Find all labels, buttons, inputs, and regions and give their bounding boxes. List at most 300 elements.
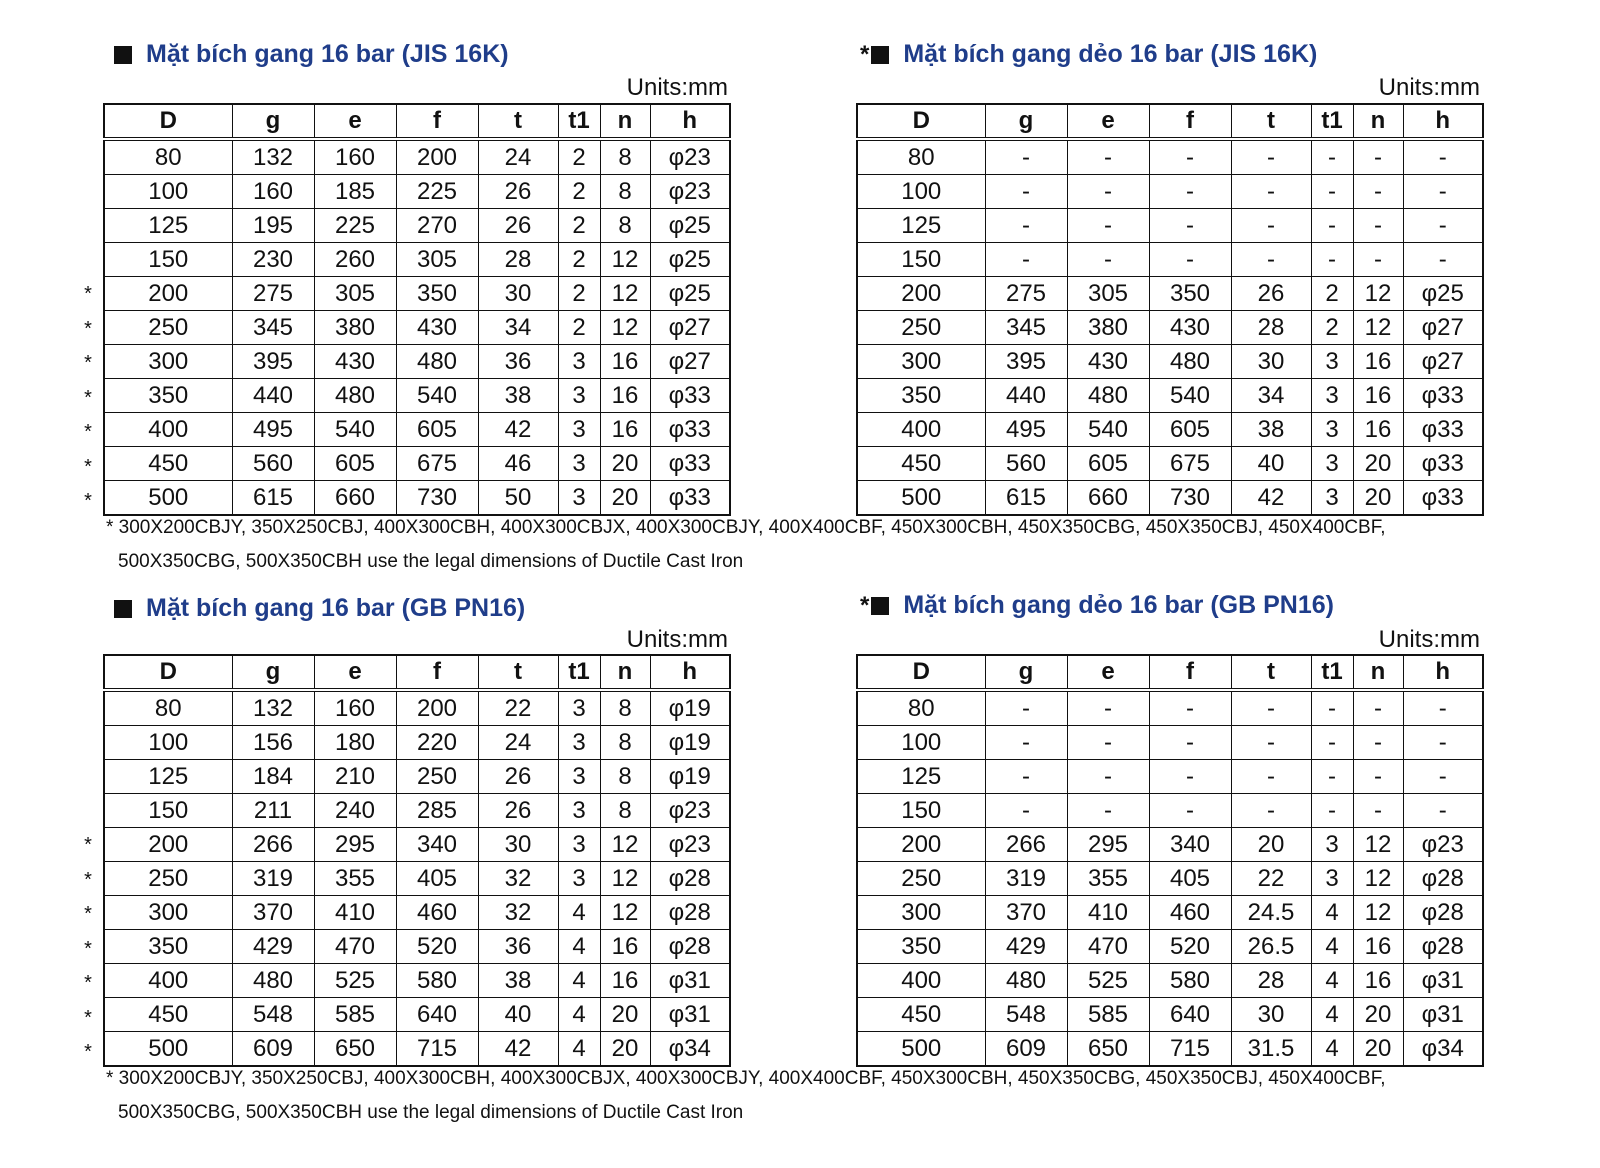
cell-n: 12 xyxy=(600,828,650,862)
footnote-line-1: * 300X200CBJY, 350X250CBJ, 400X300CBH, 400X300CBJX, 400X300CBJY, 400X400CBF, 450X300CBH, 450X350CBG, 450X350CBJ, 450X400CBF, xyxy=(106,1068,1386,1089)
column-header: g xyxy=(985,104,1067,139)
table-row xyxy=(857,311,1483,345)
cell-e: 470 xyxy=(314,930,396,964)
title-star-marker: * xyxy=(860,591,870,619)
cell-f: 340 xyxy=(396,828,478,862)
units-label: Units:mm xyxy=(626,74,728,101)
cell-h: - xyxy=(1403,175,1483,209)
cell-e: - xyxy=(1067,209,1149,243)
cell-h: φ31 xyxy=(650,964,730,998)
column-header: t xyxy=(478,655,558,690)
cell-h: - xyxy=(1403,139,1483,175)
table-row xyxy=(857,139,1483,175)
cell-e: 260 xyxy=(314,243,396,277)
cell-h: φ27 xyxy=(650,345,730,379)
cell-n: - xyxy=(1353,139,1403,175)
cell-g: 440 xyxy=(985,379,1067,413)
cell-f: - xyxy=(1149,209,1231,243)
column-header: g xyxy=(232,655,314,690)
cell-g: 560 xyxy=(232,447,314,481)
cell-d: 80 xyxy=(857,139,985,175)
cell-h: φ33 xyxy=(650,413,730,447)
cell-f: - xyxy=(1149,175,1231,209)
cell-d: 500 xyxy=(857,1032,985,1067)
cell-n: - xyxy=(1353,209,1403,243)
table-row xyxy=(857,794,1483,828)
row-star: * xyxy=(84,386,92,409)
cell-t1: 3 xyxy=(558,345,600,379)
cell-g: 548 xyxy=(232,998,314,1032)
cell-g: 480 xyxy=(985,964,1067,998)
cell-t1: 3 xyxy=(1311,828,1353,862)
cell-t1: 3 xyxy=(558,379,600,413)
cell-t: - xyxy=(1231,139,1311,175)
cell-h: φ33 xyxy=(650,481,730,516)
table-row xyxy=(104,862,730,896)
table-row xyxy=(104,726,730,760)
table-row xyxy=(857,447,1483,481)
cell-d: 350 xyxy=(857,379,985,413)
table-row xyxy=(857,726,1483,760)
cell-g: 319 xyxy=(985,862,1067,896)
cell-g: 395 xyxy=(985,345,1067,379)
cell-f: 540 xyxy=(396,379,478,413)
cell-t1: - xyxy=(1311,726,1353,760)
table-row xyxy=(857,345,1483,379)
cell-h: φ33 xyxy=(1403,481,1483,516)
cell-t1: 2 xyxy=(558,209,600,243)
cell-f: 480 xyxy=(1149,345,1231,379)
cell-e: 380 xyxy=(1067,311,1149,345)
cell-h: - xyxy=(1403,726,1483,760)
cell-g: - xyxy=(985,209,1067,243)
cell-n: 12 xyxy=(600,243,650,277)
cell-g: 440 xyxy=(232,379,314,413)
cell-g: 480 xyxy=(232,964,314,998)
row-star: * xyxy=(84,1041,92,1063)
cell-t1: 3 xyxy=(558,828,600,862)
table-row xyxy=(857,175,1483,209)
cell-n: - xyxy=(1353,760,1403,794)
row-star: * xyxy=(84,455,92,478)
cell-e: 605 xyxy=(1067,447,1149,481)
row-star xyxy=(78,139,98,174)
cell-t: 40 xyxy=(478,998,558,1032)
footnote xyxy=(106,511,1546,579)
cell-n: 12 xyxy=(600,311,650,345)
cell-h: φ28 xyxy=(1403,930,1483,964)
cell-d: 300 xyxy=(857,896,985,930)
cell-g: 429 xyxy=(232,930,314,964)
cell-e: 585 xyxy=(1067,998,1149,1032)
cell-n: - xyxy=(1353,175,1403,209)
cell-f: 460 xyxy=(396,896,478,930)
section-title xyxy=(114,594,525,623)
cell-d: 125 xyxy=(104,760,232,794)
cell-h: φ31 xyxy=(650,998,730,1032)
cell-t1: 3 xyxy=(1311,447,1353,481)
cell-n: 20 xyxy=(600,1032,650,1067)
cell-t1: 2 xyxy=(558,277,600,311)
cell-n: 12 xyxy=(1353,277,1403,311)
cell-e: 240 xyxy=(314,794,396,828)
table-row xyxy=(857,1032,1483,1067)
cell-t1: 2 xyxy=(1311,277,1353,311)
cell-t1: - xyxy=(1311,175,1353,209)
row-star-markers xyxy=(78,690,98,1070)
header-row xyxy=(857,655,1483,690)
column-header: e xyxy=(314,655,396,690)
cell-t: - xyxy=(1231,794,1311,828)
cell-d: 125 xyxy=(104,209,232,243)
cell-t1: 4 xyxy=(1311,930,1353,964)
cell-d: 250 xyxy=(857,862,985,896)
cell-e: 540 xyxy=(1067,413,1149,447)
cell-g: 319 xyxy=(232,862,314,896)
cell-t: - xyxy=(1231,243,1311,277)
cell-h: φ34 xyxy=(650,1032,730,1067)
cell-d: 100 xyxy=(104,726,232,760)
cell-g: 156 xyxy=(232,726,314,760)
cell-f: 640 xyxy=(396,998,478,1032)
cell-t: 36 xyxy=(478,930,558,964)
cell-d: 450 xyxy=(857,447,985,481)
column-header: t1 xyxy=(1311,655,1353,690)
cell-g: 184 xyxy=(232,760,314,794)
column-header: g xyxy=(232,104,314,139)
cell-d: 300 xyxy=(857,345,985,379)
cell-t1: 3 xyxy=(558,690,600,726)
cell-e: 295 xyxy=(314,828,396,862)
cell-h: - xyxy=(1403,760,1483,794)
cell-e: 210 xyxy=(314,760,396,794)
cell-g: 211 xyxy=(232,794,314,828)
row-star xyxy=(78,208,98,243)
cell-n: - xyxy=(1353,243,1403,277)
cell-t1: 3 xyxy=(1311,379,1353,413)
table-row xyxy=(104,964,730,998)
cell-h: - xyxy=(1403,243,1483,277)
cell-h: φ28 xyxy=(650,930,730,964)
cell-e: 605 xyxy=(314,447,396,481)
cell-t1: 3 xyxy=(558,794,600,828)
cell-n: 12 xyxy=(600,277,650,311)
cell-n: 12 xyxy=(1353,828,1403,862)
column-header: n xyxy=(600,655,650,690)
cell-n: 16 xyxy=(1353,930,1403,964)
square-bullet-icon xyxy=(871,46,889,64)
cell-g: 160 xyxy=(232,175,314,209)
footnote-line-1: * 300X200CBJY, 350X250CBJ, 400X300CBH, 400X300CBJX, 400X300CBJY, 400X400CBF, 450X300CBH, 450X350CBG, 450X350CBJ, 450X400CBF, xyxy=(106,517,1386,538)
cell-f: 460 xyxy=(1149,896,1231,930)
cell-e: 650 xyxy=(1067,1032,1149,1067)
cell-t: 26 xyxy=(478,760,558,794)
cell-t1: 3 xyxy=(1311,481,1353,516)
section-title-text: Mặt bích gang 16 bar (GB PN16) xyxy=(146,594,526,622)
cell-t: 32 xyxy=(478,896,558,930)
cell-d: 200 xyxy=(857,828,985,862)
table-row xyxy=(857,828,1483,862)
cell-f: 340 xyxy=(1149,828,1231,862)
cell-e: 540 xyxy=(314,413,396,447)
cell-n: 16 xyxy=(1353,345,1403,379)
cell-f: 200 xyxy=(396,139,478,175)
table-row xyxy=(104,139,730,175)
cell-n: 8 xyxy=(600,690,650,726)
cell-h: φ25 xyxy=(650,243,730,277)
cell-g: 370 xyxy=(985,896,1067,930)
cell-t: 24 xyxy=(478,139,558,175)
column-header: t xyxy=(478,104,558,139)
cell-d: 200 xyxy=(857,277,985,311)
cell-d: 350 xyxy=(857,930,985,964)
cell-f: 285 xyxy=(396,794,478,828)
cell-g: - xyxy=(985,760,1067,794)
column-header: h xyxy=(650,104,730,139)
cell-d: 80 xyxy=(104,139,232,175)
column-header: e xyxy=(1067,104,1149,139)
cell-g: - xyxy=(985,794,1067,828)
cell-e: - xyxy=(1067,175,1149,209)
footnote-line-2: 500X350CBG, 500X350CBH use the legal dimensions of Ductile Cast Iron xyxy=(118,1102,744,1123)
cell-e: 470 xyxy=(1067,930,1149,964)
cell-f: 250 xyxy=(396,760,478,794)
cell-e: 185 xyxy=(314,175,396,209)
cell-h: - xyxy=(1403,794,1483,828)
cell-d: 250 xyxy=(104,862,232,896)
cell-h: φ33 xyxy=(1403,447,1483,481)
table-row xyxy=(104,481,730,516)
cell-h: φ27 xyxy=(650,311,730,345)
column-header: h xyxy=(1403,104,1483,139)
cell-h: φ28 xyxy=(1403,862,1483,896)
row-star-markers xyxy=(78,139,98,519)
cell-t1: 3 xyxy=(558,447,600,481)
table-row xyxy=(857,896,1483,930)
cell-d: 80 xyxy=(857,690,985,726)
cell-h: φ27 xyxy=(1403,311,1483,345)
cell-t: 40 xyxy=(1231,447,1311,481)
cell-h: φ23 xyxy=(650,139,730,175)
table-row xyxy=(104,243,730,277)
column-header: t xyxy=(1231,655,1311,690)
cell-e: 160 xyxy=(314,139,396,175)
section-title xyxy=(860,40,1317,69)
cell-t: 31.5 xyxy=(1231,1032,1311,1067)
cell-f: 350 xyxy=(396,277,478,311)
cell-t1: 4 xyxy=(558,1032,600,1067)
cell-t: 34 xyxy=(478,311,558,345)
cell-n: 8 xyxy=(600,794,650,828)
cell-g: 275 xyxy=(985,277,1067,311)
cell-d: 125 xyxy=(857,209,985,243)
cell-f: 200 xyxy=(396,690,478,726)
cell-t1: 2 xyxy=(558,175,600,209)
cell-n: 12 xyxy=(1353,862,1403,896)
cell-h: φ34 xyxy=(1403,1032,1483,1067)
table-row xyxy=(857,690,1483,726)
cell-g: 615 xyxy=(985,481,1067,516)
cell-t: - xyxy=(1231,690,1311,726)
spec-table-jis-ductile-iron xyxy=(856,103,1484,516)
cell-g: - xyxy=(985,726,1067,760)
row-star: * xyxy=(84,421,92,443)
cell-t1: - xyxy=(1311,209,1353,243)
cell-t1: - xyxy=(1311,794,1353,828)
cell-d: 150 xyxy=(857,794,985,828)
column-header: D xyxy=(104,104,232,139)
cell-d: 250 xyxy=(857,311,985,345)
cell-f: - xyxy=(1149,760,1231,794)
cell-g: 609 xyxy=(985,1032,1067,1067)
cell-t1: 4 xyxy=(1311,896,1353,930)
cell-e: 380 xyxy=(314,311,396,345)
row-star xyxy=(78,725,98,760)
table-row xyxy=(857,413,1483,447)
cell-d: 100 xyxy=(857,175,985,209)
cell-g: 266 xyxy=(232,828,314,862)
footnote-line-2: 500X350CBG, 500X350CBH use the legal dimensions of Ductile Cast Iron xyxy=(118,551,744,572)
cell-d: 250 xyxy=(104,311,232,345)
cell-t1: - xyxy=(1311,760,1353,794)
section-title xyxy=(860,591,1334,620)
spec-table-gb-ductile-iron xyxy=(856,654,1484,1067)
column-header: n xyxy=(1353,655,1403,690)
row-star xyxy=(78,759,98,794)
cell-d: 350 xyxy=(104,930,232,964)
cell-n: 16 xyxy=(1353,379,1403,413)
table-row xyxy=(104,1032,730,1067)
cell-f: 305 xyxy=(396,243,478,277)
cell-n: 8 xyxy=(600,139,650,175)
cell-n: 12 xyxy=(600,862,650,896)
cell-g: 370 xyxy=(232,896,314,930)
table-row xyxy=(857,862,1483,896)
table-row xyxy=(104,760,730,794)
cell-t: 30 xyxy=(1231,345,1311,379)
header-row xyxy=(104,104,730,139)
units-label: Units:mm xyxy=(626,626,728,653)
table-row xyxy=(104,311,730,345)
cell-d: 500 xyxy=(104,1032,232,1067)
cell-h: φ23 xyxy=(650,794,730,828)
cell-t: 50 xyxy=(478,481,558,516)
cell-e: 660 xyxy=(1067,481,1149,516)
cell-t: 20 xyxy=(1231,828,1311,862)
table-row xyxy=(104,413,730,447)
cell-h: φ19 xyxy=(650,726,730,760)
cell-d: 150 xyxy=(104,243,232,277)
cell-d: 150 xyxy=(857,243,985,277)
cell-d: 100 xyxy=(857,726,985,760)
table-row xyxy=(104,794,730,828)
footnote xyxy=(106,1062,1546,1130)
cell-n: 20 xyxy=(600,481,650,516)
cell-g: - xyxy=(985,690,1067,726)
cell-t: - xyxy=(1231,175,1311,209)
cell-e: - xyxy=(1067,760,1149,794)
cell-g: 132 xyxy=(232,139,314,175)
cell-e: 585 xyxy=(314,998,396,1032)
cell-e: 410 xyxy=(314,896,396,930)
cell-n: 16 xyxy=(600,345,650,379)
cell-t: 42 xyxy=(478,1032,558,1067)
cell-t1: 3 xyxy=(1311,345,1353,379)
cell-g: 548 xyxy=(985,998,1067,1032)
table-row xyxy=(104,209,730,243)
cell-t: - xyxy=(1231,726,1311,760)
column-header: f xyxy=(1149,655,1231,690)
cell-t: 42 xyxy=(1231,481,1311,516)
column-header: f xyxy=(1149,104,1231,139)
cell-t1: 3 xyxy=(558,760,600,794)
header-row xyxy=(104,655,730,690)
cell-h: φ25 xyxy=(1403,277,1483,311)
cell-f: 480 xyxy=(396,345,478,379)
cell-t: 34 xyxy=(1231,379,1311,413)
column-header: n xyxy=(1353,104,1403,139)
row-star: * xyxy=(84,283,92,305)
table-row xyxy=(104,345,730,379)
cell-d: 450 xyxy=(104,447,232,481)
cell-n: 8 xyxy=(600,209,650,243)
table-row xyxy=(857,998,1483,1032)
cell-t: 26.5 xyxy=(1231,930,1311,964)
title-star-marker: * xyxy=(860,40,870,68)
row-star: * xyxy=(84,937,92,960)
cell-t: 24.5 xyxy=(1231,896,1311,930)
cell-n: 20 xyxy=(1353,447,1403,481)
cell-h: φ19 xyxy=(650,760,730,794)
column-header: t xyxy=(1231,104,1311,139)
cell-h: φ31 xyxy=(1403,964,1483,998)
cell-e: 480 xyxy=(314,379,396,413)
cell-d: 80 xyxy=(104,690,232,726)
cell-d: 125 xyxy=(857,760,985,794)
cell-f: 520 xyxy=(1149,930,1231,964)
cell-t1: 4 xyxy=(558,998,600,1032)
cell-e: 295 xyxy=(1067,828,1149,862)
cell-d: 450 xyxy=(857,998,985,1032)
table-row xyxy=(857,760,1483,794)
section-title-text: Mặt bích gang dẻo 16 bar (GB PN16) xyxy=(903,591,1334,619)
cell-n: 12 xyxy=(600,896,650,930)
cell-d: 350 xyxy=(104,379,232,413)
table-row xyxy=(857,243,1483,277)
cell-h: φ31 xyxy=(1403,998,1483,1032)
table-row xyxy=(857,209,1483,243)
cell-f: 605 xyxy=(1149,413,1231,447)
cell-f: 730 xyxy=(1149,481,1231,516)
cell-d: 400 xyxy=(104,413,232,447)
cell-t: 38 xyxy=(478,964,558,998)
section-title-text: Mặt bích gang dẻo 16 bar (JIS 16K) xyxy=(903,40,1318,68)
row-star: * xyxy=(84,352,92,374)
cell-t1: - xyxy=(1311,139,1353,175)
cell-d: 450 xyxy=(104,998,232,1032)
cell-t1: - xyxy=(1311,690,1353,726)
cell-h: φ23 xyxy=(650,175,730,209)
cell-t: 32 xyxy=(478,862,558,896)
table-row xyxy=(104,828,730,862)
spec-table-jis-cast-iron xyxy=(103,103,731,516)
cell-e: 410 xyxy=(1067,896,1149,930)
cell-e: 430 xyxy=(314,345,396,379)
cell-t: - xyxy=(1231,209,1311,243)
cell-t1: 4 xyxy=(558,930,600,964)
cell-e: 305 xyxy=(314,277,396,311)
cell-e: 430 xyxy=(1067,345,1149,379)
